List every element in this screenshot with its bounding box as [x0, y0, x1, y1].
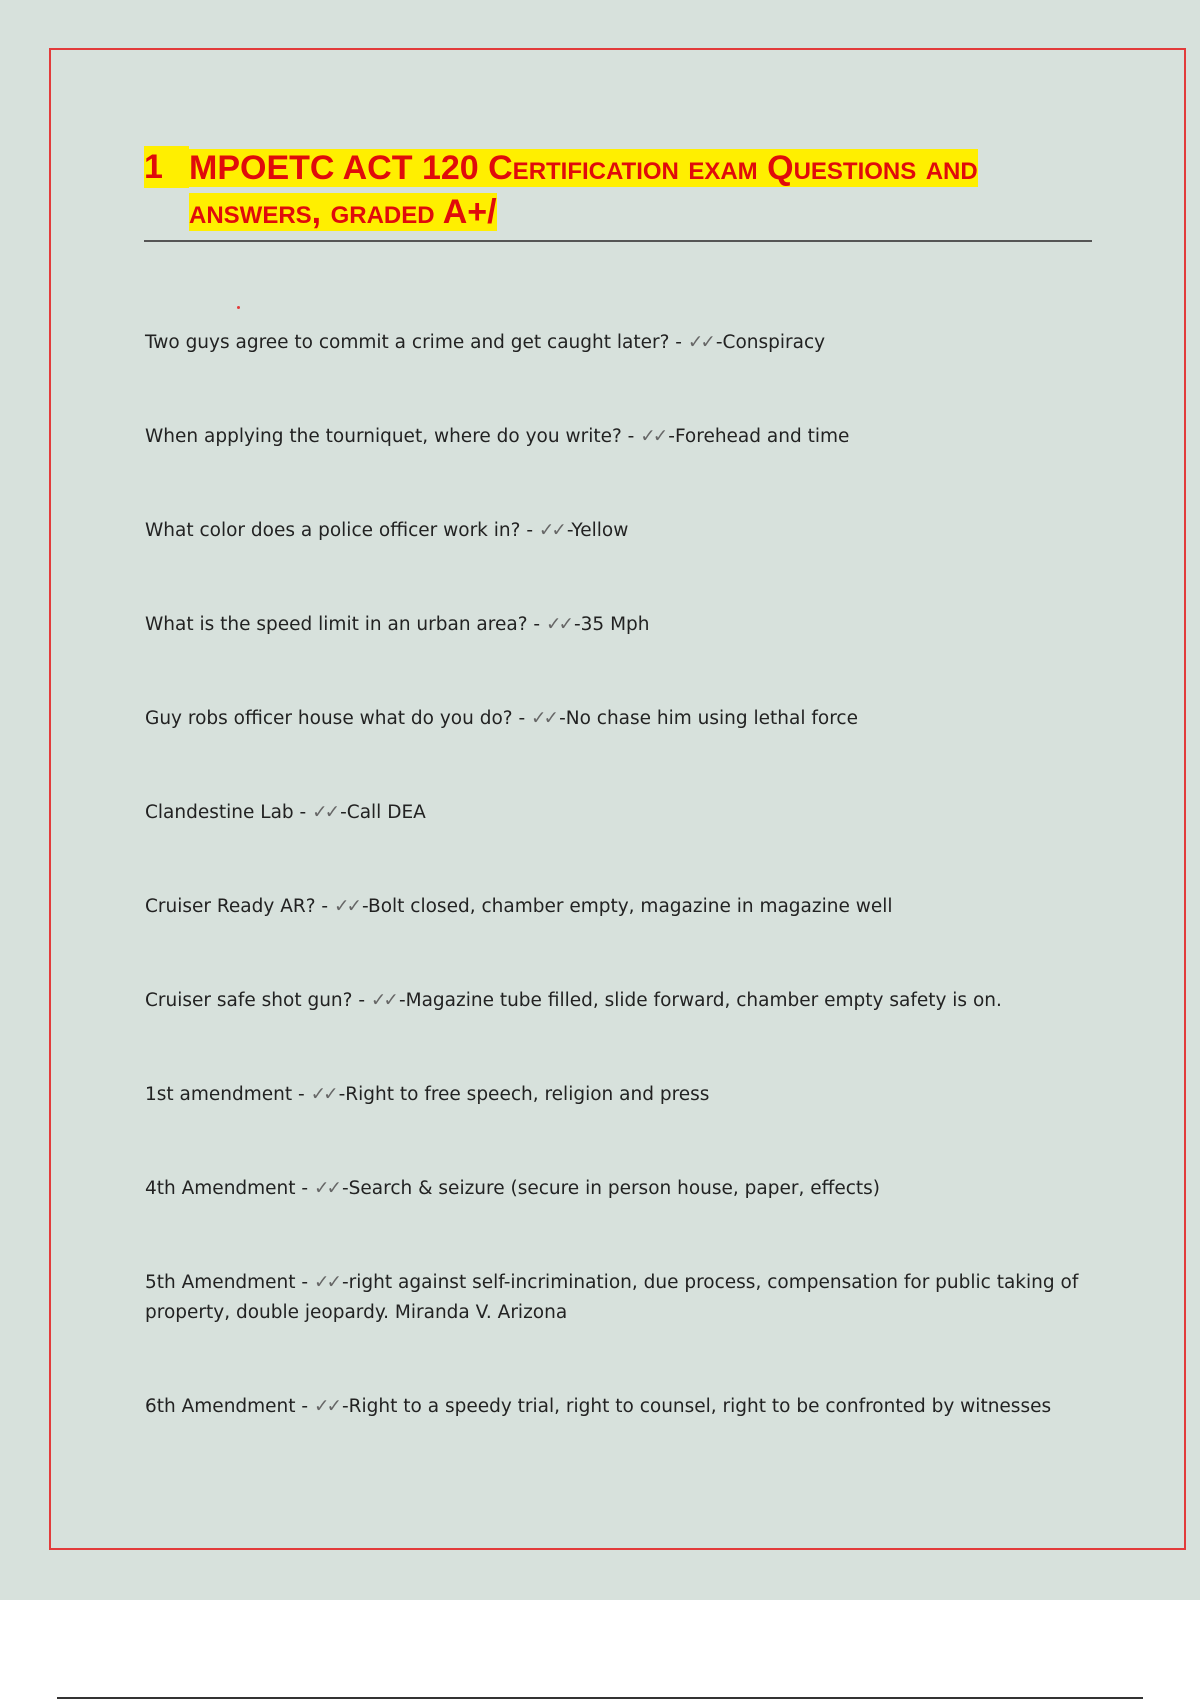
qa-item	[145, 798, 1095, 892]
qa-answer: -Search & seizure (secure in person house, paper, effects)	[342, 1178, 881, 1199]
qa-question: 6th Amendment -	[145, 1396, 314, 1417]
qa-item	[145, 1174, 1095, 1268]
qa-item	[145, 328, 1095, 422]
double-check-icon: ✓✓	[545, 614, 571, 635]
qa-question: What is the speed limit in an urban area? -	[145, 614, 546, 635]
qa-answer: -Bolt closed, chamber empty, magazine in magazine well	[362, 896, 893, 917]
qa-answer: -Right to free speech, religion and press	[338, 1084, 710, 1105]
qa-answer: -35 Mph	[573, 614, 650, 635]
qa-item	[145, 610, 1095, 704]
heading-number: 1	[144, 146, 189, 188]
stray-red-dot	[237, 306, 240, 309]
double-check-icon: ✓✓	[687, 332, 713, 353]
qa-question: When applying the tourniquet, where do you write? -	[145, 426, 641, 447]
double-check-icon: ✓✓	[313, 1272, 339, 1293]
qa-answer: -Right to a speedy trial, right to counsel, right to be confronted by witnesses	[342, 1396, 1052, 1417]
qa-question: 4th Amendment -	[145, 1178, 314, 1199]
double-check-icon: ✓✓	[313, 1396, 339, 1417]
heading-title: MPOETC ACT 120 Certification exam Questions and answers, graded A+/	[189, 149, 978, 231]
qa-item	[145, 1392, 1095, 1486]
double-check-icon: ✓✓	[370, 990, 396, 1011]
qa-item	[145, 516, 1095, 610]
qa-question: Cruiser safe shot gun? -	[145, 990, 371, 1011]
double-check-icon: ✓✓	[312, 802, 338, 823]
heading-title-wrap	[189, 146, 1092, 234]
qa-item	[145, 1268, 1095, 1392]
qa-question: Guy robs officer house what do you do? -	[145, 708, 532, 729]
qa-item	[145, 1080, 1095, 1174]
qa-answer: -No chase him using lethal force	[559, 708, 858, 729]
qa-item	[145, 422, 1095, 516]
double-check-icon: ✓✓	[313, 1178, 339, 1199]
qa-question: 1st amendment -	[145, 1084, 311, 1105]
double-check-icon: ✓✓	[538, 520, 564, 541]
qa-answer: -Magazine tube filled, slide forward, chamber empty safety is on.	[398, 990, 1002, 1011]
qa-answer: -Call DEA	[340, 802, 426, 823]
footer-rule	[57, 1697, 1143, 1699]
qa-list	[145, 328, 1095, 1486]
double-check-icon: ✓✓	[531, 708, 557, 729]
qa-question: 5th Amendment -	[145, 1272, 314, 1293]
qa-question: What color does a police officer work in? -	[145, 520, 539, 541]
qa-answer: -right against self-incrimination, due process, compensation for public taking of property, double jeopardy. Miranda V. Arizona	[145, 1272, 1079, 1323]
qa-answer: -Yellow	[566, 520, 629, 541]
qa-item	[145, 892, 1095, 986]
double-check-icon: ✓✓	[333, 896, 359, 917]
heading-line	[144, 146, 1092, 234]
qa-question: Clandestine Lab -	[145, 802, 313, 823]
qa-question: Two guys agree to commit a crime and get caught later? -	[145, 332, 688, 353]
qa-answer: -Forehead and time	[668, 426, 850, 447]
double-check-icon: ✓✓	[640, 426, 666, 447]
qa-item	[145, 986, 1095, 1080]
double-check-icon: ✓✓	[310, 1084, 336, 1105]
qa-item	[145, 704, 1095, 798]
document-heading	[144, 146, 1092, 242]
qa-question: Cruiser Ready AR? -	[145, 896, 334, 917]
qa-answer: -Conspiracy	[715, 332, 826, 353]
